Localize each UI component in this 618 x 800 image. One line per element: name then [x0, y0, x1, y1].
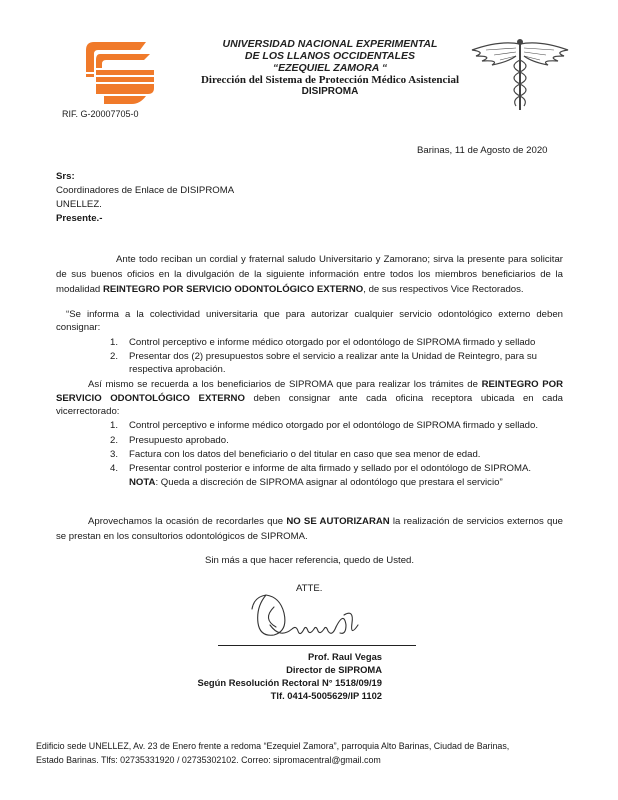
recipient-srs: Srs: [56, 171, 75, 182]
list-item [108, 434, 563, 447]
paragraph-intro-text-b: , de sus respectivos Vice Rectorados. [363, 284, 524, 295]
atte-text: ATTE. [296, 583, 323, 594]
letter-date: Barinas, 11 de Agosto de 2020 [417, 145, 548, 156]
list-item-text: Factura con los datos del beneficiario o del titular en caso que sea menor de edad. [129, 449, 481, 460]
header-line-1: UNIVERSIDAD NACIONAL EXPERIMENTAL [222, 38, 438, 50]
closing-text: Sin más a que hacer referencia, quedo de Usted. [204, 555, 415, 566]
list-item-number: 2. [110, 435, 119, 446]
paragraph-warning-text-a: Aprovechamos la ocasión de recordarles que [88, 516, 287, 527]
list-item-number: 2. [110, 351, 119, 362]
note-text: : Queda a discreción de SIPROMA asignar al odontólogo que prestara el servicio” [155, 477, 503, 488]
list-item [108, 419, 563, 432]
paragraph-notice [56, 308, 563, 334]
paragraph-reminder [56, 378, 563, 419]
footer-line-2: Estado Barinas. Tlfs: 02735331920 / 02735302102. Correo: sipromacentral@gmail.com [36, 755, 381, 765]
signer-phone: Tlf. 0414-5005629/IP 1102 [270, 690, 382, 701]
list-item-number: 3. [110, 449, 119, 460]
signer-resolution: Según Resolución Rectoral N° 1518/09/19 [197, 677, 382, 688]
header-direccion: Dirección del Sistema de Protección Médico Asistencial [200, 74, 460, 86]
note-label: NOTA [129, 477, 156, 488]
requirements-list-1 [108, 336, 563, 377]
paragraph-notice-text: “Se informa a la colectividad universitaria que para autorizar cualquier servicio odontológico externo deben consignar: [56, 309, 563, 333]
header-line-3: “EZEQUIEL ZAMORA “ [272, 62, 388, 74]
paragraph-reminder-text-b: deben consignar ante cada oficina receptora ubicada en cada vicerrectorado: [56, 392, 563, 417]
header-acronym: DISIPROMA [301, 86, 359, 97]
recipient-line-2: UNELLEZ. [56, 199, 102, 210]
list-note [108, 476, 563, 489]
list-item-text: Presentar dos (2) presupuestos sobre el servicio a realizar ante la Unidad de Reintegro, para su respectiva aprobación. [129, 351, 537, 375]
list-item [108, 462, 563, 475]
footer-line-1: Edificio sede UNELLEZ, Av. 23 de Enero frente a redoma “Ezequiel Zamora”, parroquia Alto Barinas, Ciudad de Barinas, [36, 741, 510, 751]
recipient-presente: Presente.- [56, 213, 103, 224]
paragraph-warning-text-b: la realización de servicios externos que se prestan en los consultorios odontológicos de SIPROMA. [56, 516, 563, 542]
signature-line [218, 645, 416, 646]
list-item [108, 448, 563, 461]
footer-address [36, 739, 584, 767]
handwritten-signature [240, 585, 370, 651]
paragraph-intro [56, 252, 563, 297]
signer-title: Director de SIPROMA [286, 664, 382, 675]
caduceus-icon [466, 36, 574, 112]
list-item-text: Presentar control posterior e informe de alta firmado y sellado por el odontólogo de SIPROMA. [129, 463, 532, 474]
list-item [108, 350, 563, 376]
paragraph-warning [56, 514, 563, 544]
list-item-text: Control perceptivo e informe médico otorgado por el odontólogo de SIPROMA firmado y sellado [129, 337, 536, 348]
list-item [108, 336, 563, 349]
list-item-number: 4. [110, 463, 119, 474]
paragraph-warning-bold: NO SE AUTORIZARAN [286, 516, 390, 527]
header-line-2: DE LOS LLANOS OCCIDENTALES [244, 50, 416, 62]
rif-text: RIF. G-20007705-0 [62, 109, 139, 119]
list-item-text: Presupuesto aprobado. [129, 435, 229, 446]
header-block [200, 38, 460, 98]
list-item-number: 1. [110, 420, 119, 431]
recipient-block [56, 170, 234, 226]
list-item-number: 1. [110, 337, 119, 348]
paragraph-reminder-text-a: Así mismo se recuerda a los beneficiarios de SIPROMA que para realizar los trámites de [88, 379, 482, 390]
list-item-text: Control perceptivo e informe médico otorgado por el odontólogo de SIPROMA firmado y sellado. [129, 420, 539, 431]
paragraph-reminder-bold: REINTEGRO POR SERVICIO ODONTOLÓGICO EXTERNO [56, 379, 563, 404]
paragraph-intro-bold: REINTEGRO POR SERVICIO ODONTOLÓGICO EXTERNO [102, 284, 364, 295]
recipient-line-1: Coordinadores de Enlace de DISIPROMA [56, 185, 235, 196]
paragraph-intro-text-a: Ante todo reciban un cordial y fraternal saludo Universitario y Zamorano; sirva la presente para solicitar de sus buenos oficios en la divulgación de la siguiente información entre todos los miembros beneficiarios de la modalidad [56, 254, 563, 295]
requirements-list-2 [108, 419, 563, 490]
signer-name: Prof. Raul Vegas [308, 651, 382, 662]
unellez-logo [80, 38, 160, 106]
signer-block [196, 650, 382, 702]
